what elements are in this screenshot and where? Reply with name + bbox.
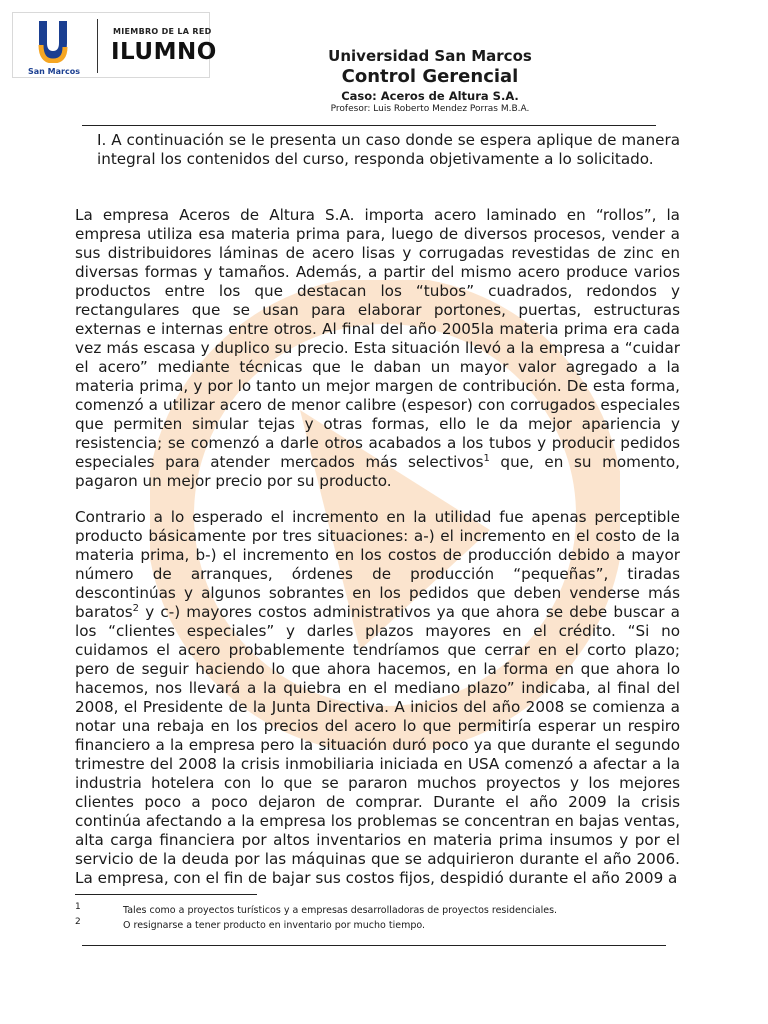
paragraph-2-text-b: y c-) mayores costos administrativos ya que ahora se debe buscar a los “clientes especiales” y darles plazos mayores en el crédito. “Si no cuidamos el acero probablemente tendríamos que cerrar en el corto plazo; pero de seguir haciendo lo que ahora hacemos, en la forma en que ahora lo hacemos, nos llevará a la quiebra en el mediano plazo” indicaba, al final del 2008, el Presidente de la Junta Directiva. A inicios del año 2008 se comienza a notar una rebaja en los precios del acero lo que permitiría esperar un respiro financiero a la empresa pero la situación duró poco ya que durante el segundo trimestre del 2008 la crisis inmobiliaria iniciada en USA comenzó a afectar a la industria hotelera con lo que se pararon muchos proyectos y los mejores clientes poco a poco dejaron de comprar. Durante el año 2009 la crisis continúa afectando a la empresa los problemas se concentran en bajas ventas, alta carga financiera por altos inventarios en materia prima insumos y por el servicio de la deuda por las máquinas que se adquirieron durante el año 2006. La empresa, con el fin de bajar sus costos fijos, despidió durante el año 2009 a [75, 603, 680, 887]
footnote-text: Tales como a proyectos turísticos y a empresas desarrolladoras de proyectos residenciales. [123, 905, 558, 916]
footnote-number: 1 [75, 902, 81, 912]
instructions-paragraph: I. A continuación se le presenta un caso donde se espera aplique de manera integral los contenidos del curso, responda objetivamente a lo solicitado. [97, 131, 680, 168]
logo-caption: San Marcos [28, 67, 80, 76]
paragraph-1-text-a: La empresa Aceros de Altura S.A. importa acero laminado en “rollos”, la empresa utiliza esa materia prima para, luego de diversos procesos, vender a sus distribuidores láminas de acero lisas y corrugadas revestidas de zinc en diversas formas y tamaños. Además, a partir del mismo acero produce varios productos entre los que destacan los “tubos” cuadrados, redondos y rectangulares que se usan para elaborar portones, puertas, estructuras externas e internas entre otros. Al final del año 2005la materia prima era cada vez más escasa y duplico su precio. Esta situación llevó a la empresa a “cuidar el acero” mediante técnicas que le daban un mayor valor agregado a la materia prima, y por lo tanto un mejor margen de contribución. De esta forma, comenzó a utilizar acero de menor calibre (espesor) con corrugados especiales que permiten simular tejas y otras formas, ello le da mejor apariencia y resistencia; se comenzó a darle otros acabados a los tubos y producir pedidos especiales para atender mercados más selectivos [75, 206, 680, 471]
case-paragraph-1 [75, 206, 680, 491]
header-rule [82, 125, 656, 126]
network-label: MIEMBRO DE LA RED [113, 27, 212, 36]
footnote-ref-1: 1 [483, 452, 490, 464]
footnote-text: O resignarse a tener producto en inventario por mucho tiempo. [123, 920, 426, 931]
professor-line: Profesor: Luis Roberto Mendez Porras M.B.A. [330, 104, 530, 114]
case-paragraph-2 [75, 508, 680, 888]
case-title: Caso: Aceros de Altura S.A. [341, 89, 519, 103]
footnote-rule [75, 894, 257, 895]
footnote-number: 2 [75, 917, 81, 927]
university-name: Universidad San Marcos [328, 47, 532, 65]
footer-rule [82, 945, 666, 946]
network-brand: ILUMNO [111, 39, 217, 65]
paragraph-1-text-b: que, en su momento, pagaron un mejor precio por su producto. [75, 453, 680, 490]
logo-divider [97, 19, 98, 73]
university-logo [12, 12, 217, 78]
course-title: Control Gerencial [341, 66, 519, 87]
footnote-ref-2: 2 [132, 602, 140, 614]
paragraph-2-text-a: Contrario a lo esperado el incremento en la utilidad fue apenas perceptible producto básicamente por tres situaciones: a-) el incremento en el costo de la materia prima, b-) el incremento en los costos de producción debido a mayor número de arranques, órdenes de producción “pequeñas”, tiradas descontinúas y algunos sobrantes en los pedidos que deben venderse más baratos [75, 508, 680, 621]
san-marcos-u-icon [27, 17, 79, 63]
